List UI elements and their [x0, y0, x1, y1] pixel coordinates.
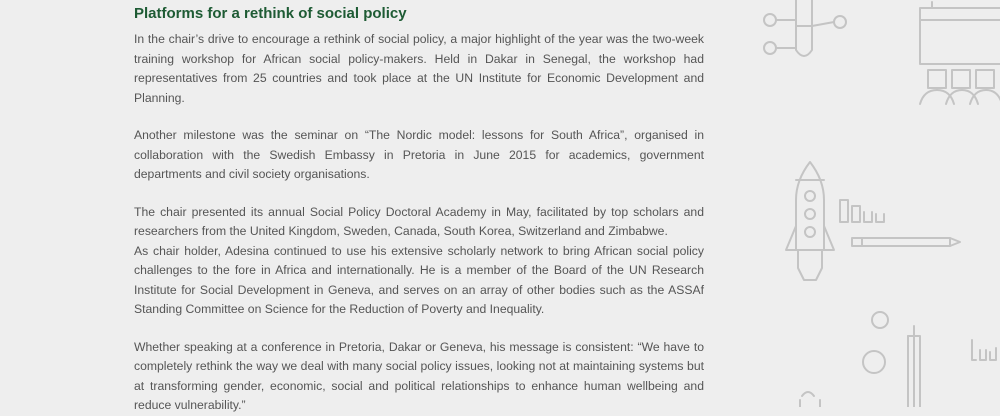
flask-icon: [800, 326, 920, 407]
presentation-board-icon: [920, 2, 1000, 64]
molecule-icon: [764, 14, 846, 54]
paragraph-network: As chair holder, Adesina continued to use his extensive scholarly network to bring African social policy challenges to the fore in Africa and internationally. He is a member of the Board of the UN Research Institute for Social Development in Geneva, and serves on an array of other bodies such as the ASSAf Standing Committee on Science for the Reduction of Poverty and Inequality.: [134, 243, 704, 316]
paragraph-workshop: In the chair’s drive to encourage a rethink of social policy, a major highlight of the year was the two-week training workshop for African social policy-makers. Held in Dakar in Senegal, the workshop had representatives from 25 countries and took place at the UN Institute for Economic Development and Planning.: [134, 32, 704, 105]
audience-icon: [920, 70, 1000, 104]
test-tube-icon: [796, 0, 812, 56]
paragraph-seminar: Another milestone was the seminar on “The Nordic model: lessons for South Africa”, organised in collaboration with the Swedish Embassy in Pretoria in June 2015 for academics, government departments and civil society organisations.: [134, 128, 704, 181]
paragraph-quote: Whether speaking at a conference in Pretoria, Dakar or Geneva, his message is consistent: “We have to completely rethink the way we deal with many social policy issues, looking not at maintaining systems but at transforming gender, economic, social and political relationships to enhance human wellbeing and reduce vulnerability.”: [134, 339, 704, 412]
article: [134, 0, 704, 416]
circle-icon: [863, 312, 888, 373]
bar-chart-icon: [840, 200, 884, 222]
decorative-icons: [740, 0, 1000, 407]
section-heading: Platforms for a rethink of social policy: [134, 5, 407, 22]
rocket-icon: [786, 162, 834, 280]
small-bars-icon: [972, 340, 996, 360]
pencil-icon: [852, 238, 960, 246]
paragraph-academy: The chair presented its annual Social Policy Doctoral Academy in May, facilitated by top scholars and researchers from the United Kingdom, Sweden, Canada, South Korea, Switzerland and Zimbabwe.: [134, 204, 704, 238]
